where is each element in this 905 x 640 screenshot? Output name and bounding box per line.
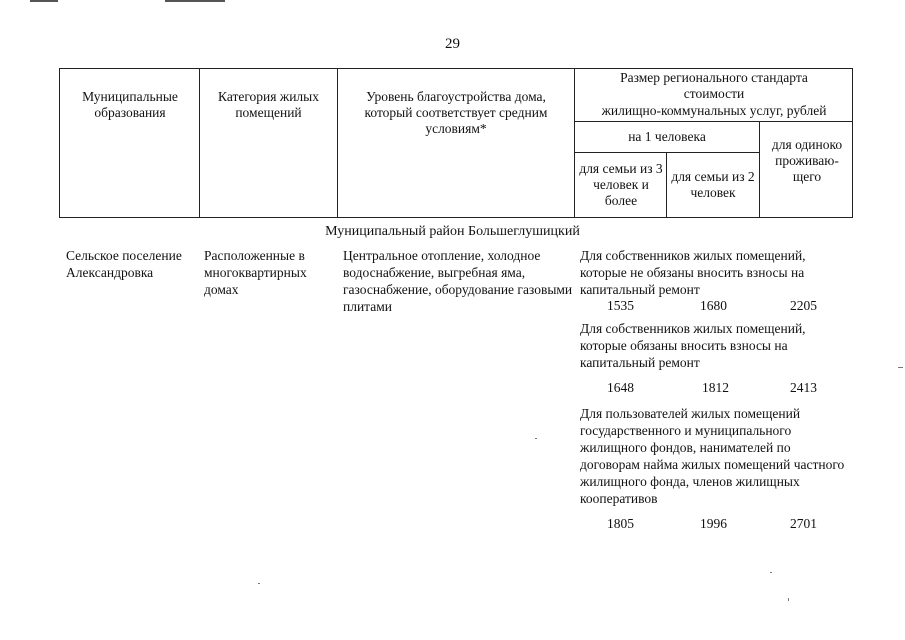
header-standard-line1: Размер регионального стандарта (620, 70, 808, 85)
header-per-person: на 1 человека (628, 129, 706, 144)
scan-speck (258, 583, 260, 584)
amenities-level: Центральное отопление, холодное водоснабжение, выгребная яма, газоснабжение, оборудование газовыми плитами (343, 248, 573, 314)
group-label: Для собственников жилых помещений, которые обязаны вносить взносы на капитальный ремонт (580, 321, 806, 370)
district-title: Муниципальный район Большеглушицкий (325, 224, 580, 239)
value-family-2: 1680 (700, 298, 727, 313)
scan-speck (788, 598, 789, 601)
page-number: 29 (445, 36, 460, 52)
value-family-3: 1805 (607, 516, 634, 531)
header-level: Уровень благоустройства дома, который соответствует средним условиям* (364, 89, 548, 136)
scan-speck (770, 572, 772, 573)
value-single: 2413 (790, 380, 817, 395)
header-category: Категория жилых помещений (218, 89, 319, 120)
scan-edge-mark (165, 0, 225, 2)
value-single: 2701 (790, 516, 817, 531)
row-divider (574, 121, 853, 122)
header-standard-line2: стоимости (683, 86, 745, 101)
column-divider (759, 121, 760, 218)
scan-speck (898, 367, 903, 368)
scan-edge-mark (30, 0, 58, 2)
column-divider (337, 68, 338, 218)
value-family-3: 1535 (607, 298, 634, 313)
scan-speck (535, 438, 537, 439)
column-divider (199, 68, 200, 218)
municipality-name: Сельское поселение Александровка (66, 248, 182, 280)
header-municipality: Муниципальные образования (82, 89, 178, 120)
header-family-3: для семьи из 3 человек и более (579, 161, 663, 208)
group-label: Для пользователей жилых помещений государственного и муниципального жилищного фондов, нанимателей по договорам найма жилых помещений частного жилищного фонда, членов жилищных кооперативов (580, 406, 845, 506)
value-family-2: 1996 (700, 516, 727, 531)
header-single: для одиноко проживаю-щего (771, 137, 843, 184)
header-family-2: для семьи из 2 человек (671, 169, 755, 200)
housing-category: Расположенные в многоквартирных домах (204, 248, 307, 297)
value-family-3: 1648 (607, 380, 634, 395)
header-standard-line3: жилищно-коммунальных услуг, рублей (601, 103, 827, 118)
group-label: Для собственников жилых помещений, которые не обязаны вносить взносы на капитальный ремонт (580, 248, 806, 297)
value-family-2: 1812 (702, 380, 729, 395)
value-single: 2205 (790, 298, 817, 313)
